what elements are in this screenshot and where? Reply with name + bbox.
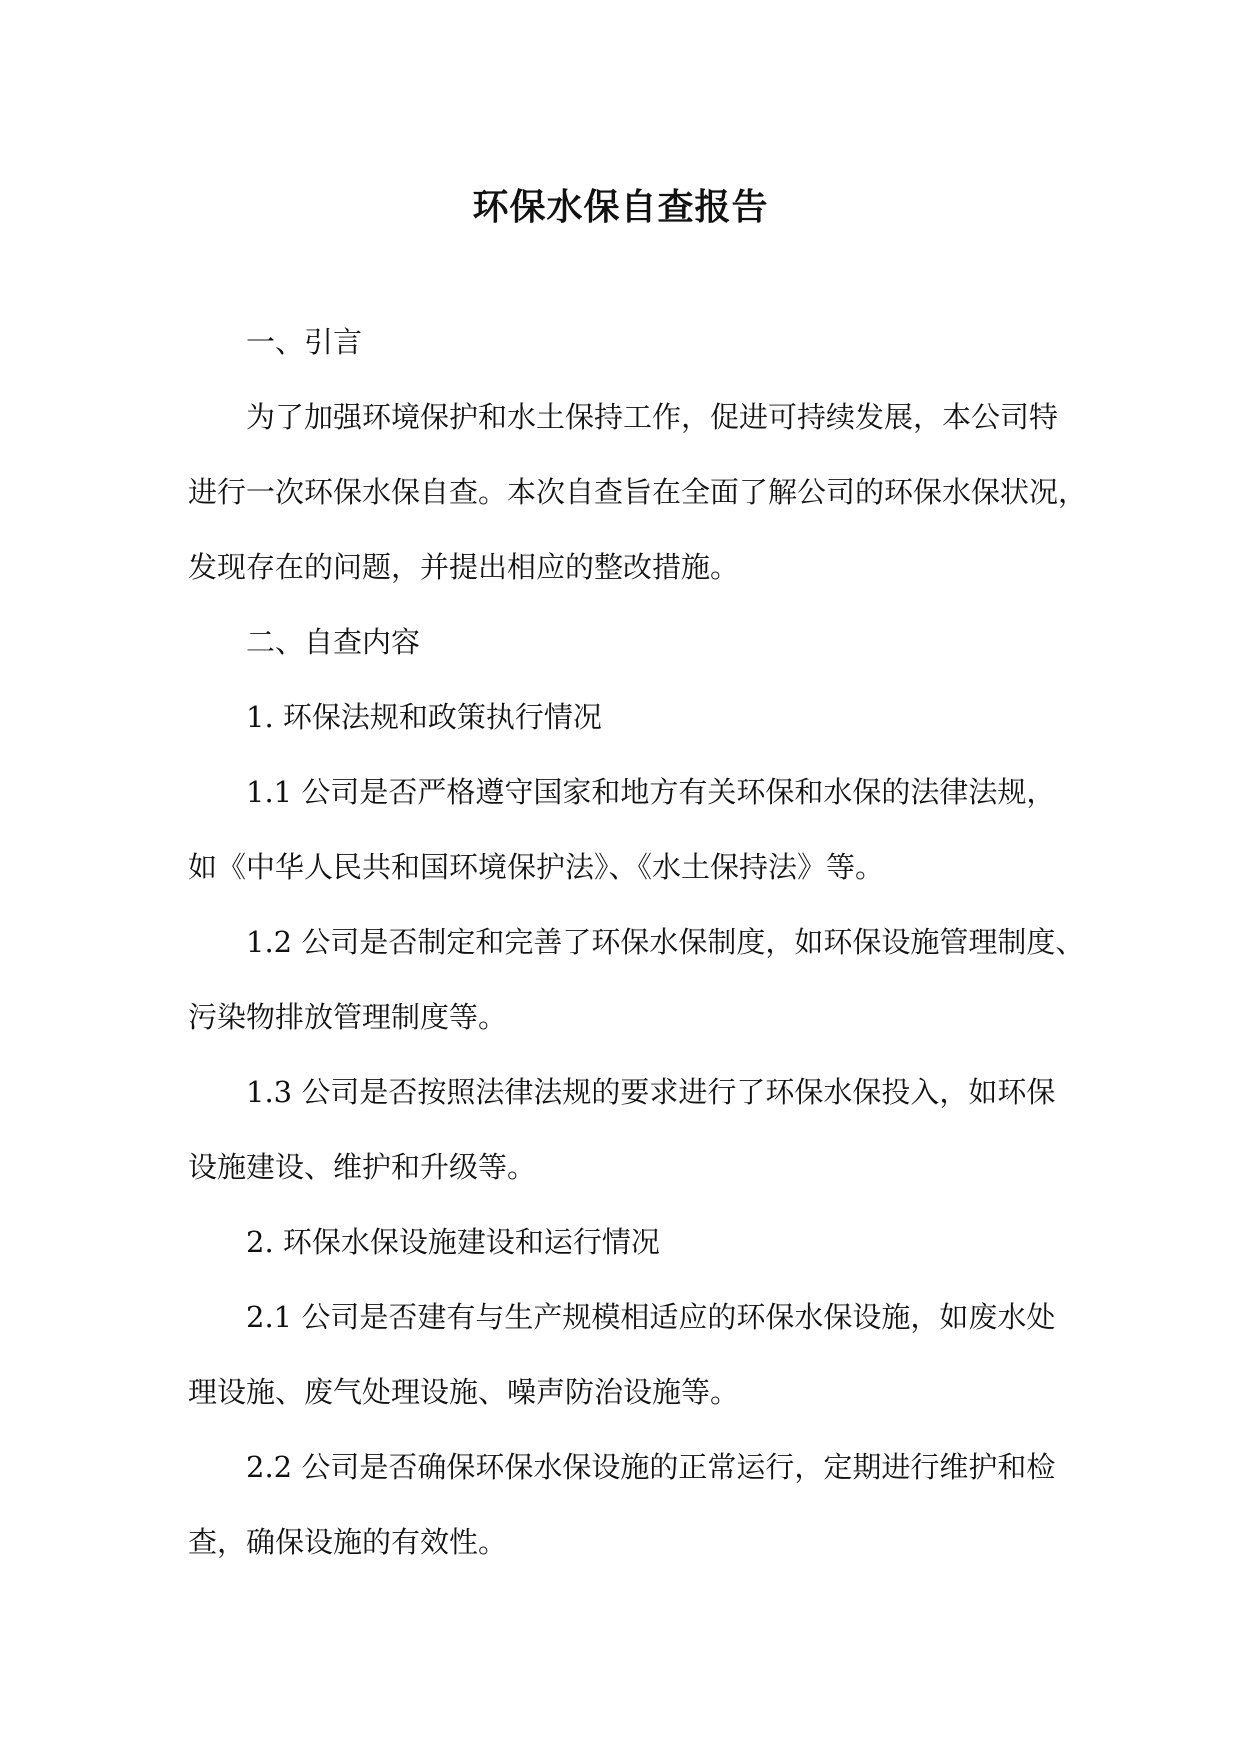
paragraph-line: 进行一次环保水保自查。本次自查旨在全面了解公司的环保水保状况，: [188, 475, 1088, 509]
subsection-heading: 2. 环保水保设施建设和运行情况: [246, 1225, 660, 1259]
paragraph-line: 污染物排放管理制度等。: [188, 1000, 508, 1034]
paragraph-line: 1.1 公司是否严格遵守国家和地方有关环保和水保的法律法规，: [246, 775, 1056, 809]
document-body: [188, 305, 1088, 1580]
document-title: 环保水保自查报告: [472, 187, 769, 228]
paragraph-line: 1.3 公司是否按照法律法规的要求进行了环保水保投入，如环保: [246, 1075, 1056, 1109]
subsection-heading: 1. 环保法规和政策执行情况: [246, 700, 602, 734]
paragraph-line: 发现存在的问题，并提出相应的整改措施。: [188, 550, 740, 584]
paragraph-line: 2.2 公司是否确保环保水保设施的正常运行，定期进行维护和检: [246, 1450, 1056, 1484]
section-heading-intro: 一、引言: [246, 325, 363, 359]
paragraph-line: 理设施、废气处理设施、噪声防治设施等。: [188, 1375, 740, 1409]
paragraph-line: 设施建设、维护和升级等。: [188, 1150, 537, 1184]
paragraph-line: 为了加强环境保护和水土保持工作，促进可持续发展，本公司特: [246, 400, 1059, 434]
paragraph-line: 2.1 公司是否建有与生产规模相适应的环保水保设施，如废水处: [246, 1300, 1056, 1334]
paragraph-line: 查，确保设施的有效性。: [188, 1525, 508, 1559]
paragraph-line: 1.2 公司是否制定和完善了环保水保制度，如环保设施管理制度、: [246, 925, 1085, 959]
paragraph-line: 如《中华人民共和国环境保护法》、《水土保持法》等。: [188, 850, 885, 884]
section-heading-content: 二、自查内容: [246, 625, 421, 659]
